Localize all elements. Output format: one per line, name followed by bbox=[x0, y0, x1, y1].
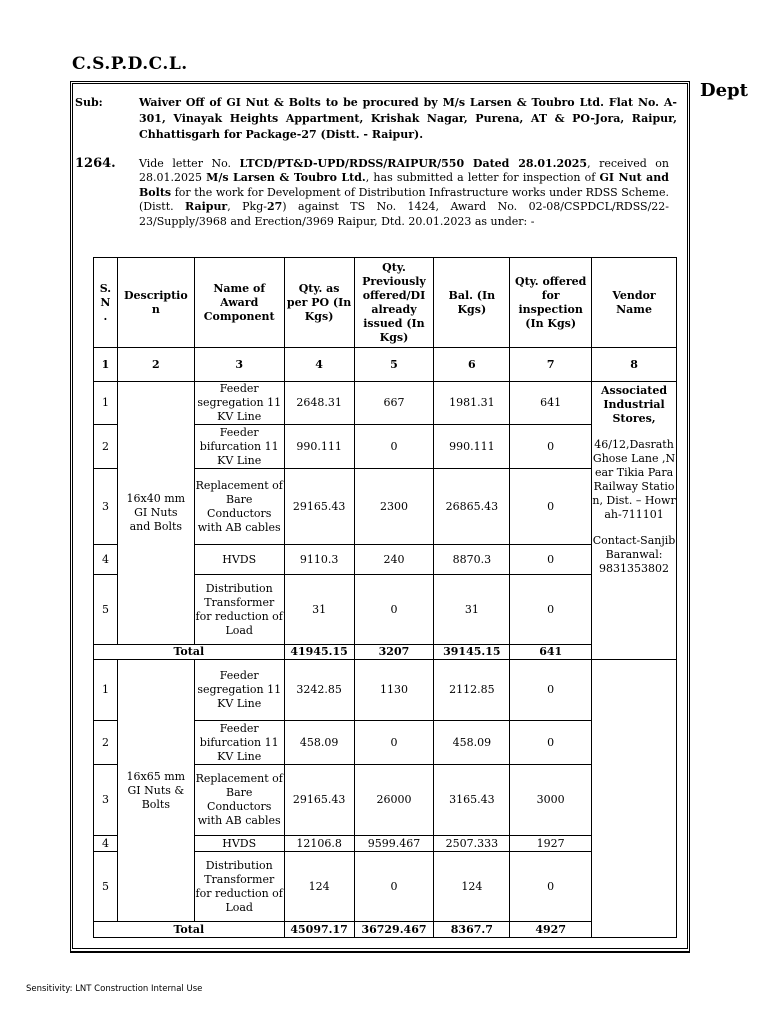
total-value: 41945.15 bbox=[284, 645, 354, 660]
qty-po-cell: 124 bbox=[284, 852, 354, 922]
qty-po-cell: 31 bbox=[284, 575, 354, 645]
qty-previous-cell: 26000 bbox=[354, 765, 434, 836]
column-number: 8 bbox=[592, 348, 677, 382]
total-value: 3207 bbox=[354, 645, 434, 660]
column-header: Name of Award Component bbox=[194, 258, 284, 348]
column-number: 3 bbox=[194, 348, 284, 382]
serial-cell: 2 bbox=[94, 425, 118, 469]
item-number: 1264. bbox=[75, 156, 116, 171]
column-number: 2 bbox=[117, 348, 194, 382]
qty-previous-cell: 667 bbox=[354, 382, 434, 425]
qty-offered-cell: 0 bbox=[510, 575, 592, 645]
total-value: 36729.467 bbox=[354, 922, 434, 938]
sensitivity-footer: Sensitivity: LNT Construction Internal Use bbox=[26, 984, 203, 994]
balance-cell: 26865.43 bbox=[434, 469, 510, 545]
total-value: 39145.15 bbox=[434, 645, 510, 660]
column-header: Qty. Previously offered/DI already issued (In Kgs) bbox=[354, 258, 434, 348]
component-cell: Feeder bifurcation 11 KV Line bbox=[194, 721, 284, 765]
qty-po-cell: 9110.3 bbox=[284, 545, 354, 575]
subject-label: Sub: bbox=[75, 96, 103, 109]
qty-previous-cell: 2300 bbox=[354, 469, 434, 545]
column-number: 1 bbox=[94, 348, 118, 382]
qty-previous-cell: 1130 bbox=[354, 660, 434, 721]
qty-offered-cell: 0 bbox=[510, 469, 592, 545]
serial-cell: 4 bbox=[94, 836, 118, 852]
balance-cell: 2112.85 bbox=[434, 660, 510, 721]
total-row bbox=[94, 645, 677, 660]
serial-cell: 1 bbox=[94, 660, 118, 721]
column-header: Descriptio n bbox=[117, 258, 194, 348]
item-paragraph: Vide letter No. LTCD/PT&D-UPD/RDSS/RAIPUR/550 Dated 28.01.2025, received on 28.01.2025 M/s Larsen & Toubro Ltd., has submitted a letter for inspection of GI Nut and Bolts for the work for Development of Distribution Infrastructure works under RDSS Scheme. (Distt. Raipur, Pkg-27) against TS No. 1424, Award No. 02-08/CSPDCL/RDSS/22-23/Supply/3968 and Erection/3969 Raipur, Dtd. 20.01.2023 as under: - bbox=[139, 157, 670, 228]
qty-po-cell: 458.09 bbox=[284, 721, 354, 765]
component-cell: Replacement of Bare Conductors with AB cables bbox=[194, 765, 284, 836]
column-number: 6 bbox=[434, 348, 510, 382]
component-cell: Replacement of Bare Conductors with AB cables bbox=[194, 469, 284, 545]
description-cell: 16x65 mm GI Nuts & Bolts bbox=[117, 660, 194, 922]
vendor-name: Associated Industrial Stores, bbox=[601, 384, 668, 425]
total-value: 641 bbox=[510, 645, 592, 660]
component-cell: HVDS bbox=[194, 545, 284, 575]
district-name: Raipur bbox=[185, 200, 228, 214]
total-value: 4927 bbox=[510, 922, 592, 938]
qty-previous-cell: 0 bbox=[354, 575, 434, 645]
column-number-row bbox=[94, 348, 677, 382]
qty-offered-cell: 1927 bbox=[510, 836, 592, 852]
company-name: M/s Larsen & Toubro Ltd. bbox=[206, 171, 366, 185]
column-header: Bal. (In Kgs) bbox=[434, 258, 510, 348]
qty-offered-cell: 641 bbox=[510, 382, 592, 425]
column-header: S. N . bbox=[94, 258, 118, 348]
serial-cell: 1 bbox=[94, 382, 118, 425]
material-name: GI Nut and Bolts bbox=[139, 171, 669, 199]
org-name: C.S.P.D.C.L. bbox=[72, 54, 188, 74]
column-header: Qty. offered for inspection (In Kgs) bbox=[510, 258, 592, 348]
qty-po-cell: 29165.43 bbox=[284, 765, 354, 836]
subject-text: Waiver Off of GI Nut & Bolts to be procured by M/s Larsen & Toubro Ltd. Flat No. A-301, Vinayak Heights Appartment, Krishak Nagar, Purena, AT & PO-Jora, Raipur, Chhattisgarh for Package-27 (Distt. - Raipur). bbox=[139, 96, 677, 141]
total-label: Total bbox=[94, 922, 285, 938]
component-cell: Feeder segregation 11 KV Line bbox=[194, 382, 284, 425]
total-label: Total bbox=[94, 645, 285, 660]
inspection-table bbox=[93, 257, 677, 938]
vendor-contact: Contact-Sanjib Baranwal: 9831353802 bbox=[592, 534, 676, 575]
component-cell: Distribution Transformer for reduction of Load bbox=[194, 852, 284, 922]
qty-previous-cell: 0 bbox=[354, 852, 434, 922]
balance-cell: 31 bbox=[434, 575, 510, 645]
qty-offered-cell: 0 bbox=[510, 545, 592, 575]
qty-po-cell: 2648.31 bbox=[284, 382, 354, 425]
table-header-row bbox=[94, 258, 677, 348]
qty-previous-cell: 0 bbox=[354, 721, 434, 765]
table-row bbox=[94, 660, 677, 721]
column-header: Qty. as per PO (In Kgs) bbox=[284, 258, 354, 348]
total-value: 8367.7 bbox=[434, 922, 510, 938]
vendor-cell bbox=[592, 382, 677, 660]
serial-cell: 2 bbox=[94, 721, 118, 765]
column-number: 5 bbox=[354, 348, 434, 382]
column-number: 7 bbox=[510, 348, 592, 382]
balance-cell: 124 bbox=[434, 852, 510, 922]
serial-cell: 3 bbox=[94, 765, 118, 836]
dept-label: Dept bbox=[700, 80, 748, 101]
description-cell: 16x40 mm GI Nuts and Bolts bbox=[117, 382, 194, 645]
balance-cell: 990.111 bbox=[434, 425, 510, 469]
serial-cell: 4 bbox=[94, 545, 118, 575]
qty-previous-cell: 240 bbox=[354, 545, 434, 575]
package-number: 27 bbox=[266, 200, 283, 214]
qty-offered-cell: 0 bbox=[510, 721, 592, 765]
total-row bbox=[94, 922, 677, 938]
component-cell: Feeder bifurcation 11 KV Line bbox=[194, 425, 284, 469]
table-row bbox=[94, 382, 677, 425]
balance-cell: 3165.43 bbox=[434, 765, 510, 836]
component-cell: Feeder segregation 11 KV Line bbox=[194, 660, 284, 721]
serial-cell: 3 bbox=[94, 469, 118, 545]
balance-cell: 458.09 bbox=[434, 721, 510, 765]
qty-po-cell: 990.111 bbox=[284, 425, 354, 469]
component-cell: HVDS bbox=[194, 836, 284, 852]
vendor-empty-cell bbox=[592, 660, 677, 938]
column-number: 4 bbox=[284, 348, 354, 382]
balance-cell: 8870.3 bbox=[434, 545, 510, 575]
qty-po-cell: 29165.43 bbox=[284, 469, 354, 545]
balance-cell: 1981.31 bbox=[434, 382, 510, 425]
serial-cell: 5 bbox=[94, 852, 118, 922]
balance-cell: 2507.333 bbox=[434, 836, 510, 852]
qty-po-cell: 12106.8 bbox=[284, 836, 354, 852]
total-value: 45097.17 bbox=[284, 922, 354, 938]
column-header: Vendor Name bbox=[592, 258, 677, 348]
component-cell: Distribution Transformer for reduction of Load bbox=[194, 575, 284, 645]
vendor-address: 46/12,Dasrath Ghose Lane ,Near Tikia Para Railway Station, Dist. – Howrah-711101 bbox=[592, 438, 676, 521]
qty-offered-cell: 0 bbox=[510, 660, 592, 721]
qty-offered-cell: 0 bbox=[510, 425, 592, 469]
qty-previous-cell: 9599.467 bbox=[354, 836, 434, 852]
qty-offered-cell: 0 bbox=[510, 852, 592, 922]
qty-offered-cell: 3000 bbox=[510, 765, 592, 836]
qty-previous-cell: 0 bbox=[354, 425, 434, 469]
serial-cell: 5 bbox=[94, 575, 118, 645]
qty-po-cell: 3242.85 bbox=[284, 660, 354, 721]
letter-number: LTCD/PT&D-UPD/RDSS/RAIPUR/550 Dated 28.01.2025 bbox=[239, 157, 588, 170]
